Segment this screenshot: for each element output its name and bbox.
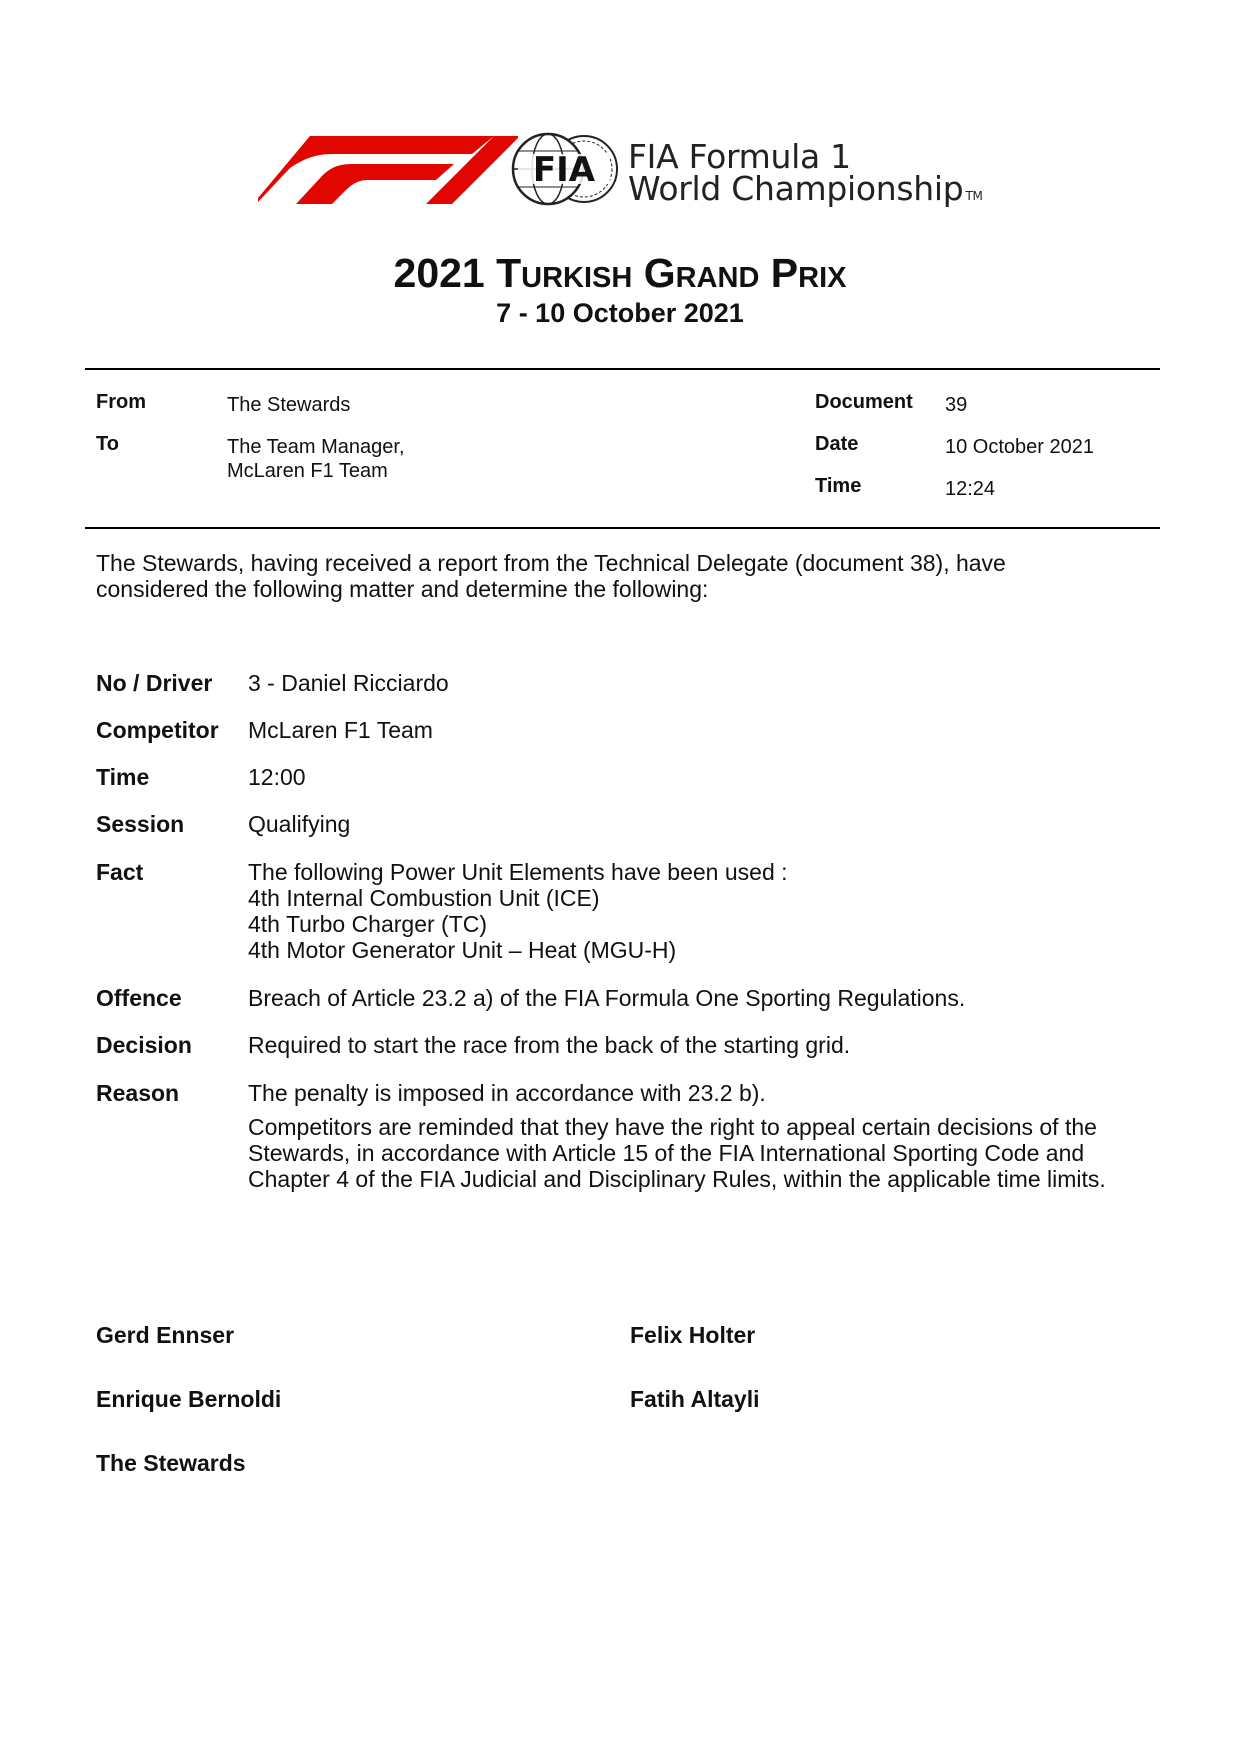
to-line-1: The Team Manager,: [227, 436, 405, 458]
intro-line-1: The Stewards, having received a report from the Technical Delegate (document 38), have: [96, 550, 1006, 576]
fact-line-2: 4th Internal Combustion Unit (ICE): [248, 885, 600, 911]
event-title: [0, 250, 1240, 297]
competitor-value: McLaren F1 Team: [248, 717, 433, 743]
bottom-divider: [85, 527, 1160, 529]
stewards-signoff: The Stewards: [96, 1450, 246, 1476]
incident-time-value: 12:00: [248, 764, 306, 790]
fact-label: Fact: [96, 859, 144, 885]
date-label: Date: [815, 433, 859, 455]
to-value: [227, 435, 405, 483]
logo-line-1: FIA Formula 1: [628, 137, 851, 176]
document-label: Document: [815, 391, 913, 413]
competitor-label: Competitor: [96, 717, 219, 743]
f1-stripe-middle: [296, 164, 454, 204]
document-value: 39: [945, 394, 968, 416]
steward-name-1: Gerd Ennser: [96, 1322, 235, 1348]
steward-name-2: Felix Holter: [630, 1322, 756, 1348]
appeal-line-1: Competitors are reminded that they have the right to appeal certain decisions of the: [248, 1114, 1097, 1140]
time-value: 12:24: [945, 478, 996, 500]
driver-label: No / Driver: [96, 670, 213, 696]
fia-badge-text: FIA: [532, 150, 596, 190]
reason-value: The penalty is imposed in accordance with 23.2 b).: [248, 1080, 766, 1106]
fia-globe-icon: [510, 131, 620, 207]
appeal-line-3: Chapter 4 of the FIA Judicial and Disciplinary Rules, within the applicable time limits.: [248, 1166, 1106, 1192]
steward-name-4: Fatih Altayli: [630, 1386, 760, 1412]
fact-line-4: 4th Motor Generator Unit – Heat (MGU-H): [248, 937, 677, 963]
incident-time-label: Time: [96, 764, 150, 790]
session-label: Session: [96, 811, 185, 837]
fact-line-3: 4th Turbo Charger (TC): [248, 911, 488, 937]
event-dates: 7 - 10 October 2021: [496, 298, 744, 328]
date-value: 10 October 2021: [945, 436, 1094, 458]
top-divider: [85, 368, 1160, 370]
appeal-notice: [248, 1114, 1148, 1192]
session-value: Qualifying: [248, 811, 351, 837]
reason-label: Reason: [96, 1080, 180, 1106]
to-line-2: McLaren F1 Team: [227, 460, 388, 482]
to-label: To: [96, 433, 119, 455]
from-label: From: [96, 391, 146, 413]
fact-value: [248, 859, 1148, 963]
decision-label: Decision: [96, 1032, 192, 1058]
steward-name-3: Enrique Bernoldi: [96, 1386, 282, 1412]
offence-value: Breach of Article 23.2 a) of the FIA Formula One Sporting Regulations.: [248, 985, 966, 1011]
f1-logo: [258, 134, 518, 204]
event-title-text: 2021 Turkish Grand Prix: [393, 250, 847, 296]
time-label: Time: [815, 475, 862, 497]
from-value: The Stewards: [227, 394, 351, 416]
trademark: TM: [965, 189, 983, 203]
decision-value: Required to start the race from the back of the starting grid.: [248, 1032, 851, 1058]
f1-mark-icon: [258, 134, 518, 204]
intro-line-2: considered the following matter and determine the following:: [96, 576, 709, 602]
appeal-line-2: Stewards, in accordance with Article 15 of the FIA International Sporting Code and: [248, 1140, 1085, 1166]
driver-value: 3 - Daniel Ricciardo: [248, 670, 449, 696]
fact-line-1: The following Power Unit Elements have been used :: [248, 859, 788, 885]
logo-line-2-text: World Championship: [628, 169, 964, 208]
offence-label: Offence: [96, 985, 182, 1011]
intro-paragraph: [96, 550, 1136, 602]
fia-badge: [510, 131, 620, 207]
logo-line-2: [628, 169, 983, 208]
